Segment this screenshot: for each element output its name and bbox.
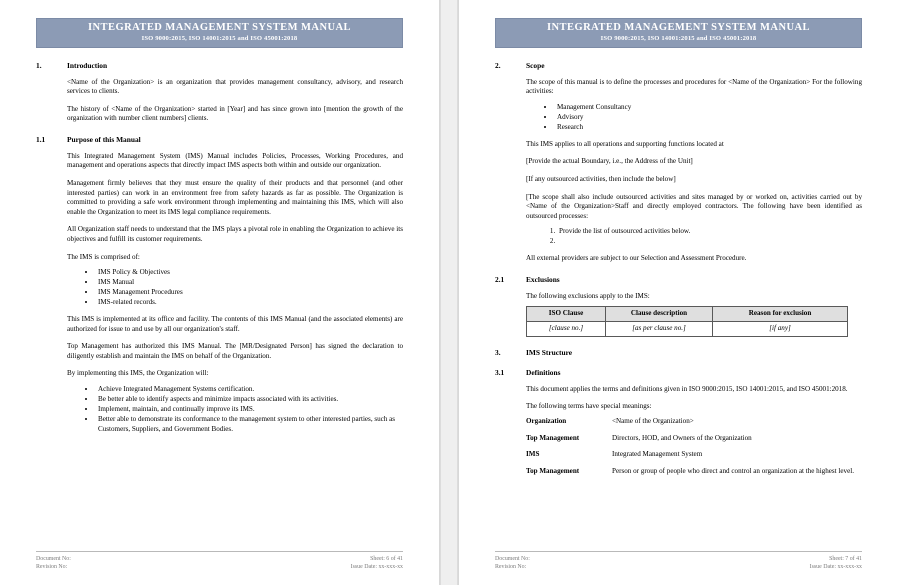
list-item: • Better able to demonstrate its conformance to the management system to other interested parties, such as Customers, Suppliers, and Government Bodies. — [96, 414, 403, 434]
intro-paragraph-2: The history of <Name of the Organization> started in [Year] and has since grown into [mention the growth of the organization with number client numbers] clients. — [67, 104, 403, 123]
heading-introduction — [36, 61, 403, 71]
scope-activities-list — [495, 102, 862, 132]
heading-purpose-of-this-manual — [36, 135, 403, 145]
footer-row-top — [495, 555, 862, 563]
cell-reason-for-exclusion: [if any] — [713, 321, 848, 336]
heading-text: Introduction — [67, 61, 108, 70]
exclusions-intro: The following exclusions apply to the IMS: — [526, 291, 650, 300]
page-gutter — [440, 0, 458, 585]
page-footer-left — [36, 551, 403, 571]
definition-description: Person or group of people who direct and control an organization at the highest level. — [612, 466, 854, 475]
list-item: • IMS-related records. — [96, 297, 403, 307]
heading-number: 1.1 — [36, 135, 46, 145]
heading-ims-structure — [495, 348, 862, 358]
footer-document-no: Document No: — [36, 555, 71, 562]
footer-row-top — [36, 555, 403, 563]
ims-comprised-of-list — [36, 267, 403, 307]
footer-row-bottom — [36, 563, 403, 571]
list-item: • IMS Management Procedures — [96, 287, 403, 297]
definition-description: Integrated Management System — [612, 450, 703, 459]
definitions-list — [526, 417, 862, 476]
scope-boundary-placeholder: [Provide the actual Boundary, i.e., the Address of the Unit] — [526, 157, 693, 166]
heading-exclusions — [495, 275, 862, 285]
definitions-paragraph-2: The following terms have special meanings: — [526, 402, 652, 411]
heading-scope — [495, 61, 862, 71]
scope-paragraph-1: The scope of this manual is to define the processes and procedures for <Name of the Organization> For the following activities: — [526, 77, 862, 96]
footer-document-no: Document No: — [495, 555, 530, 562]
heading-text: IMS Structure — [526, 347, 573, 357]
footer-revision-no: Revision No: — [495, 563, 527, 570]
heading-number: 1. — [36, 61, 42, 70]
page-right-body — [495, 61, 862, 476]
column-header-clause-description: Clause description — [606, 307, 713, 322]
definition-term: Organization — [526, 416, 567, 425]
cell-clause-description: [as per clause no.] — [606, 321, 713, 336]
page-left — [0, 0, 440, 585]
scope-paragraph-2: This IMS applies to all operations and supporting functions located at — [526, 139, 724, 148]
definition-term: IMS — [526, 450, 540, 459]
definition-description: Directors, HOD, and Owners of the Organization — [612, 433, 752, 442]
heading-definitions — [495, 368, 862, 378]
footer-sheet-number: Sheet: 6 of 41 — [370, 555, 403, 562]
definition-description: <Name of the Organization> — [612, 416, 694, 425]
footer-row-bottom — [495, 563, 862, 571]
scope-paragraph-6: All external providers are subject to our Selection and Assessment Procedure. — [526, 254, 747, 263]
list-item: 1. Provide the list of outsourced activities below. — [557, 226, 862, 236]
definition-row — [526, 450, 862, 460]
column-header-iso-clause: ISO Clause — [527, 307, 606, 322]
heading-text: Scope — [526, 61, 545, 70]
footer-revision-no: Revision No: — [36, 563, 68, 570]
table-header-row — [527, 307, 848, 322]
purpose-paragraph-2: Management firmly believes that they must ensure the quality of their products and that personnel (and other interested parties) can work in an environment free from safety hazards as far as possible. The Organization is committed to providing a safe work environment through implementing and maintaining this IMS, which will also enable the Organization to meet its IMS legal compliance requirements. — [67, 178, 403, 216]
banner-title: INTEGRATED MANAGEMENT SYSTEM MANUAL — [546, 22, 810, 33]
definition-row — [526, 434, 862, 444]
list-item: • Advisory — [555, 112, 862, 122]
purpose-paragraph-7: By implementing this IMS, the Organization will: — [67, 369, 209, 378]
list-item: • Management Consultancy — [555, 102, 862, 112]
footer-sheet-number: Sheet: 7 of 41 — [829, 555, 862, 562]
list-item: • Research — [555, 122, 862, 132]
banner-subtitle: ISO 9000:2015, ISO 14001:2015 and ISO 45001:2018 — [141, 35, 298, 42]
scope-paragraph-5: [The scope shall also include outsourced activities and sites managed by or worked on, activities carried out by <Name of the Organization>Staff and directly employed contractors. The following have been identified as outsourced processes: — [526, 192, 862, 220]
page-right — [458, 0, 898, 585]
banner-title: INTEGRATED MANAGEMENT SYSTEM MANUAL — [87, 22, 351, 33]
page-header-banner-right — [495, 18, 862, 48]
purpose-paragraph-6: Top Management has authorized this IMS Manual. The [MR/Designated Person] has signed the declaration to diligently establish and maintain the IMS on behalf of the Organization. — [67, 342, 403, 360]
heading-text: Definitions — [526, 368, 561, 378]
heading-number: 2.1 — [495, 275, 505, 285]
definition-term: Top Management — [526, 433, 580, 442]
column-header-reason-for-exclusion: Reason for exclusion — [713, 307, 848, 322]
purpose-paragraph-4: The IMS is comprised of: — [67, 252, 140, 261]
heading-number: 3. — [495, 347, 501, 357]
heading-text: Exclusions — [526, 275, 560, 285]
exclusions-table — [526, 306, 848, 336]
footer-issue-date: Issue Date: xx-xxx-xx — [350, 563, 403, 570]
page-footer-right — [495, 551, 862, 571]
list-item: • Be better able to identify aspects and minimize impacts associated with its activities. — [96, 394, 403, 404]
list-item — [557, 236, 862, 246]
purpose-paragraph-3: All Organization staff needs to understand that the IMS plays a pivotal role in enabling the Organization to achieve its objectives and fulfill its customer requirements. — [67, 225, 403, 243]
definition-term: Top Management — [526, 466, 580, 475]
outsourced-processes-list — [495, 226, 862, 246]
heading-number: 3.1 — [495, 368, 505, 378]
heading-text: Purpose of this Manual — [67, 135, 141, 145]
definitions-paragraph-1: This document applies the terms and definitions given in ISO 9000:2015, ISO 14001:2015, and ISO 45001:2018. — [526, 384, 848, 393]
purpose-paragraph-5: This IMS is implemented at its office and facility. The contents of this IMS Manual (and the associated elements) are authorized for issue to and use by all our organization's staff. — [67, 315, 403, 333]
page-left-body — [36, 61, 403, 434]
page-header-banner-left — [36, 18, 403, 48]
footer-issue-date: Issue Date: xx-xxx-xx — [809, 563, 862, 570]
organization-will-list — [36, 384, 403, 434]
list-item: • IMS Manual — [96, 277, 403, 287]
intro-paragraph-1: <Name of the Organization> is an organization that provides management consultancy, advisory, and research services to clients. — [67, 77, 403, 96]
table-row — [527, 321, 848, 336]
scope-outsourced-note: [If any outsourced activities, then include the below] — [526, 175, 676, 184]
definition-row — [526, 417, 862, 427]
definition-row — [526, 467, 862, 477]
cell-iso-clause: [clause no.] — [527, 321, 606, 336]
heading-number: 2. — [495, 61, 501, 70]
list-item: • Achieve Integrated Management Systems certification. — [96, 384, 403, 394]
list-item: • IMS Policy & Objectives — [96, 267, 403, 277]
banner-subtitle: ISO 9000:2015, ISO 14001:2015 and ISO 45001:2018 — [600, 35, 757, 42]
list-item: • Implement, maintain, and continually improve its IMS. — [96, 404, 403, 414]
exclusions-table-wrapper — [526, 306, 862, 336]
purpose-paragraph-1: This Integrated Management System (IMS) Manual includes Policies, Processes, Working Procedures, and management and operations aspects that directly impact IMS aspects both within and outside our organization. — [67, 151, 403, 170]
